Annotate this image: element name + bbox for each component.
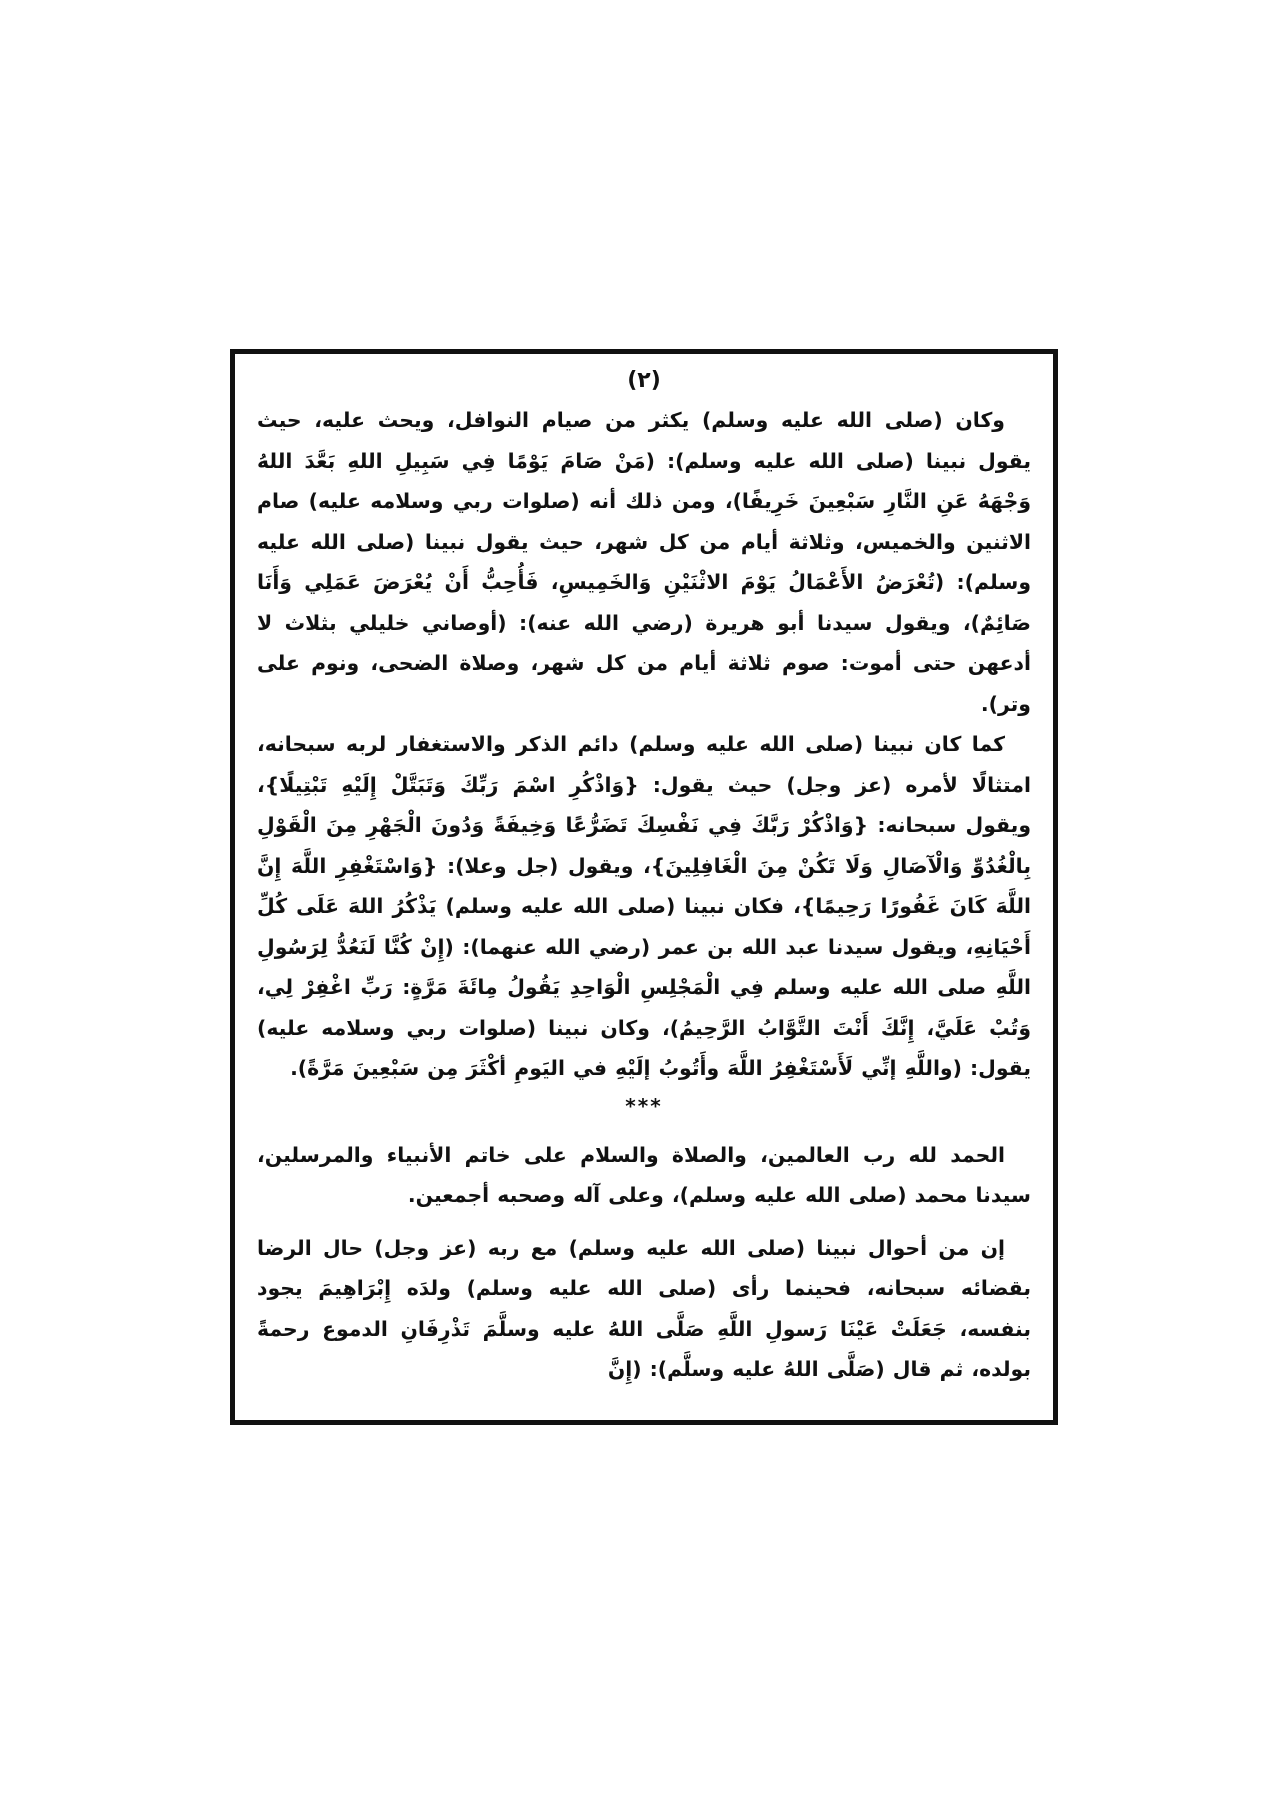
- paragraph-remembrance: كما كان نبينا (صلى الله عليه وسلم) دائم الذكر والاستغفار لربه سبحانه، امتثالًا لأمره (عز وجل) حيث يقول: {وَاذْكُرِ اسْمَ رَبِّكَ وَتَبَتَّلْ إِلَيْهِ تَبْتِيلًا}، ويقول سبحانه: {وَاذْكُرْ رَبَّكَ فِي نَفْسِكَ تَضَرُّعًا وَخِيفَةً وَدُونَ الْجَهْرِ مِنَ الْقَوْلِ بِالْغُدُوِّ وَالْآصَالِ وَلَا تَكُنْ مِنَ الْغَافِلِينَ}، ويقول (جل وعلا): {وَاسْتَغْفِرِ اللَّهَ إِنَّ اللَّهَ كَانَ غَفُورًا رَحِيمًا}، فكان نبينا (صلى الله عليه وسلم) يَذْكُرُ اللهَ عَلَى كُلِّ أَحْيَانِهِ، ويقول سيدنا عبد الله بن عمر (رضي الله عنهما): (إِنْ كُنَّا لَنَعُدُّ لِرَسُولِ اللَّهِ صلى الله عليه وسلم فِي الْمَجْلِسِ الْوَاحِدِ يَقُولُ مِائَةَ مَرَّةٍ: رَبِّ اغْفِرْ لِي، وَتُبْ عَلَيَّ، إِنَّكَ أَنْتَ التَّوَّابُ الرَّحِيمُ)، وكان نبينا (صلوات ربي وسلامه عليه) يقول: (واللَّهِ إنِّي لَأَسْتَغْفِرُ اللَّهَ وأَتُوبُ إلَيْهِ في اليَومِ أكْثَرَ مِن سَبْعِينَ مَرَّةً).: [257, 732, 1031, 1080]
- spacer: [257, 1216, 1031, 1228]
- spacer: [257, 1123, 1031, 1135]
- paragraph-fasting: وكان (صلى الله عليه وسلم) يكثر من صيام النوافل، ويحث عليه، حيث يقول نبينا (صلى الله عليه وسلم): (مَنْ صَامَ يَوْمًا فِي سَبِيلِ اللهِ بَعَّدَ اللهُ وَجْهَهُ عَنِ النَّارِ سَبْعِينَ خَرِيفًا)، ومن ذلك أنه (صلوات ربي وسلامه عليه) صام الاثنين والخميس، وثلاثة أيام من كل شهر، حيث يقول نبينا (صلى الله عليه وسلم): (تُعْرَضُ الأَعْمَالُ يَوْمَ الاثْنَيْنِ وَالخَمِيسِ، فَأُحِبُّ أَنْ يُعْرَضَ عَمَلِي وَأَنَا صَائِمٌ)، ويقول سيدنا أبو هريرة (رضي الله عنه): (أوصاني خليلي بثلاث لا أدعهن حتى أموت: صوم ثلاثة أيام من كل شهر، وصلاة الضحى، ونوم على وتر).: [257, 408, 1031, 716]
- page-number: (٢): [627, 368, 661, 393]
- page-frame: [230, 349, 1058, 1425]
- paragraph-praise: الحمد لله رب العالمين، والصلاة والسلام على خاتم الأنبياء والمرسلين، سيدنا محمد (صلى الله عليه وسلم)، وعلى آله وصحبه أجمعين.: [257, 1142, 1031, 1207]
- paragraph-contentment: إن من أحوال نبينا (صلى الله عليه وسلم) مع ربه (عز وجل) حال الرضا بقضائه سبحانه، فحينما رأى (صلى الله عليه وسلم) ولدَه إِبْرَاهِيمَ يجود بنفسه، جَعَلَتْ عَيْنَا رَسولِ اللَّهِ صَلَّى اللهُ عليه وسلَّمَ تَذْرِفَانِ الدموع رحمةً بولده، ثم قال (صَلَّى اللهُ عليه وسلَّم): (إِنَّ: [257, 1235, 1031, 1381]
- section-separator: ***: [625, 1093, 663, 1118]
